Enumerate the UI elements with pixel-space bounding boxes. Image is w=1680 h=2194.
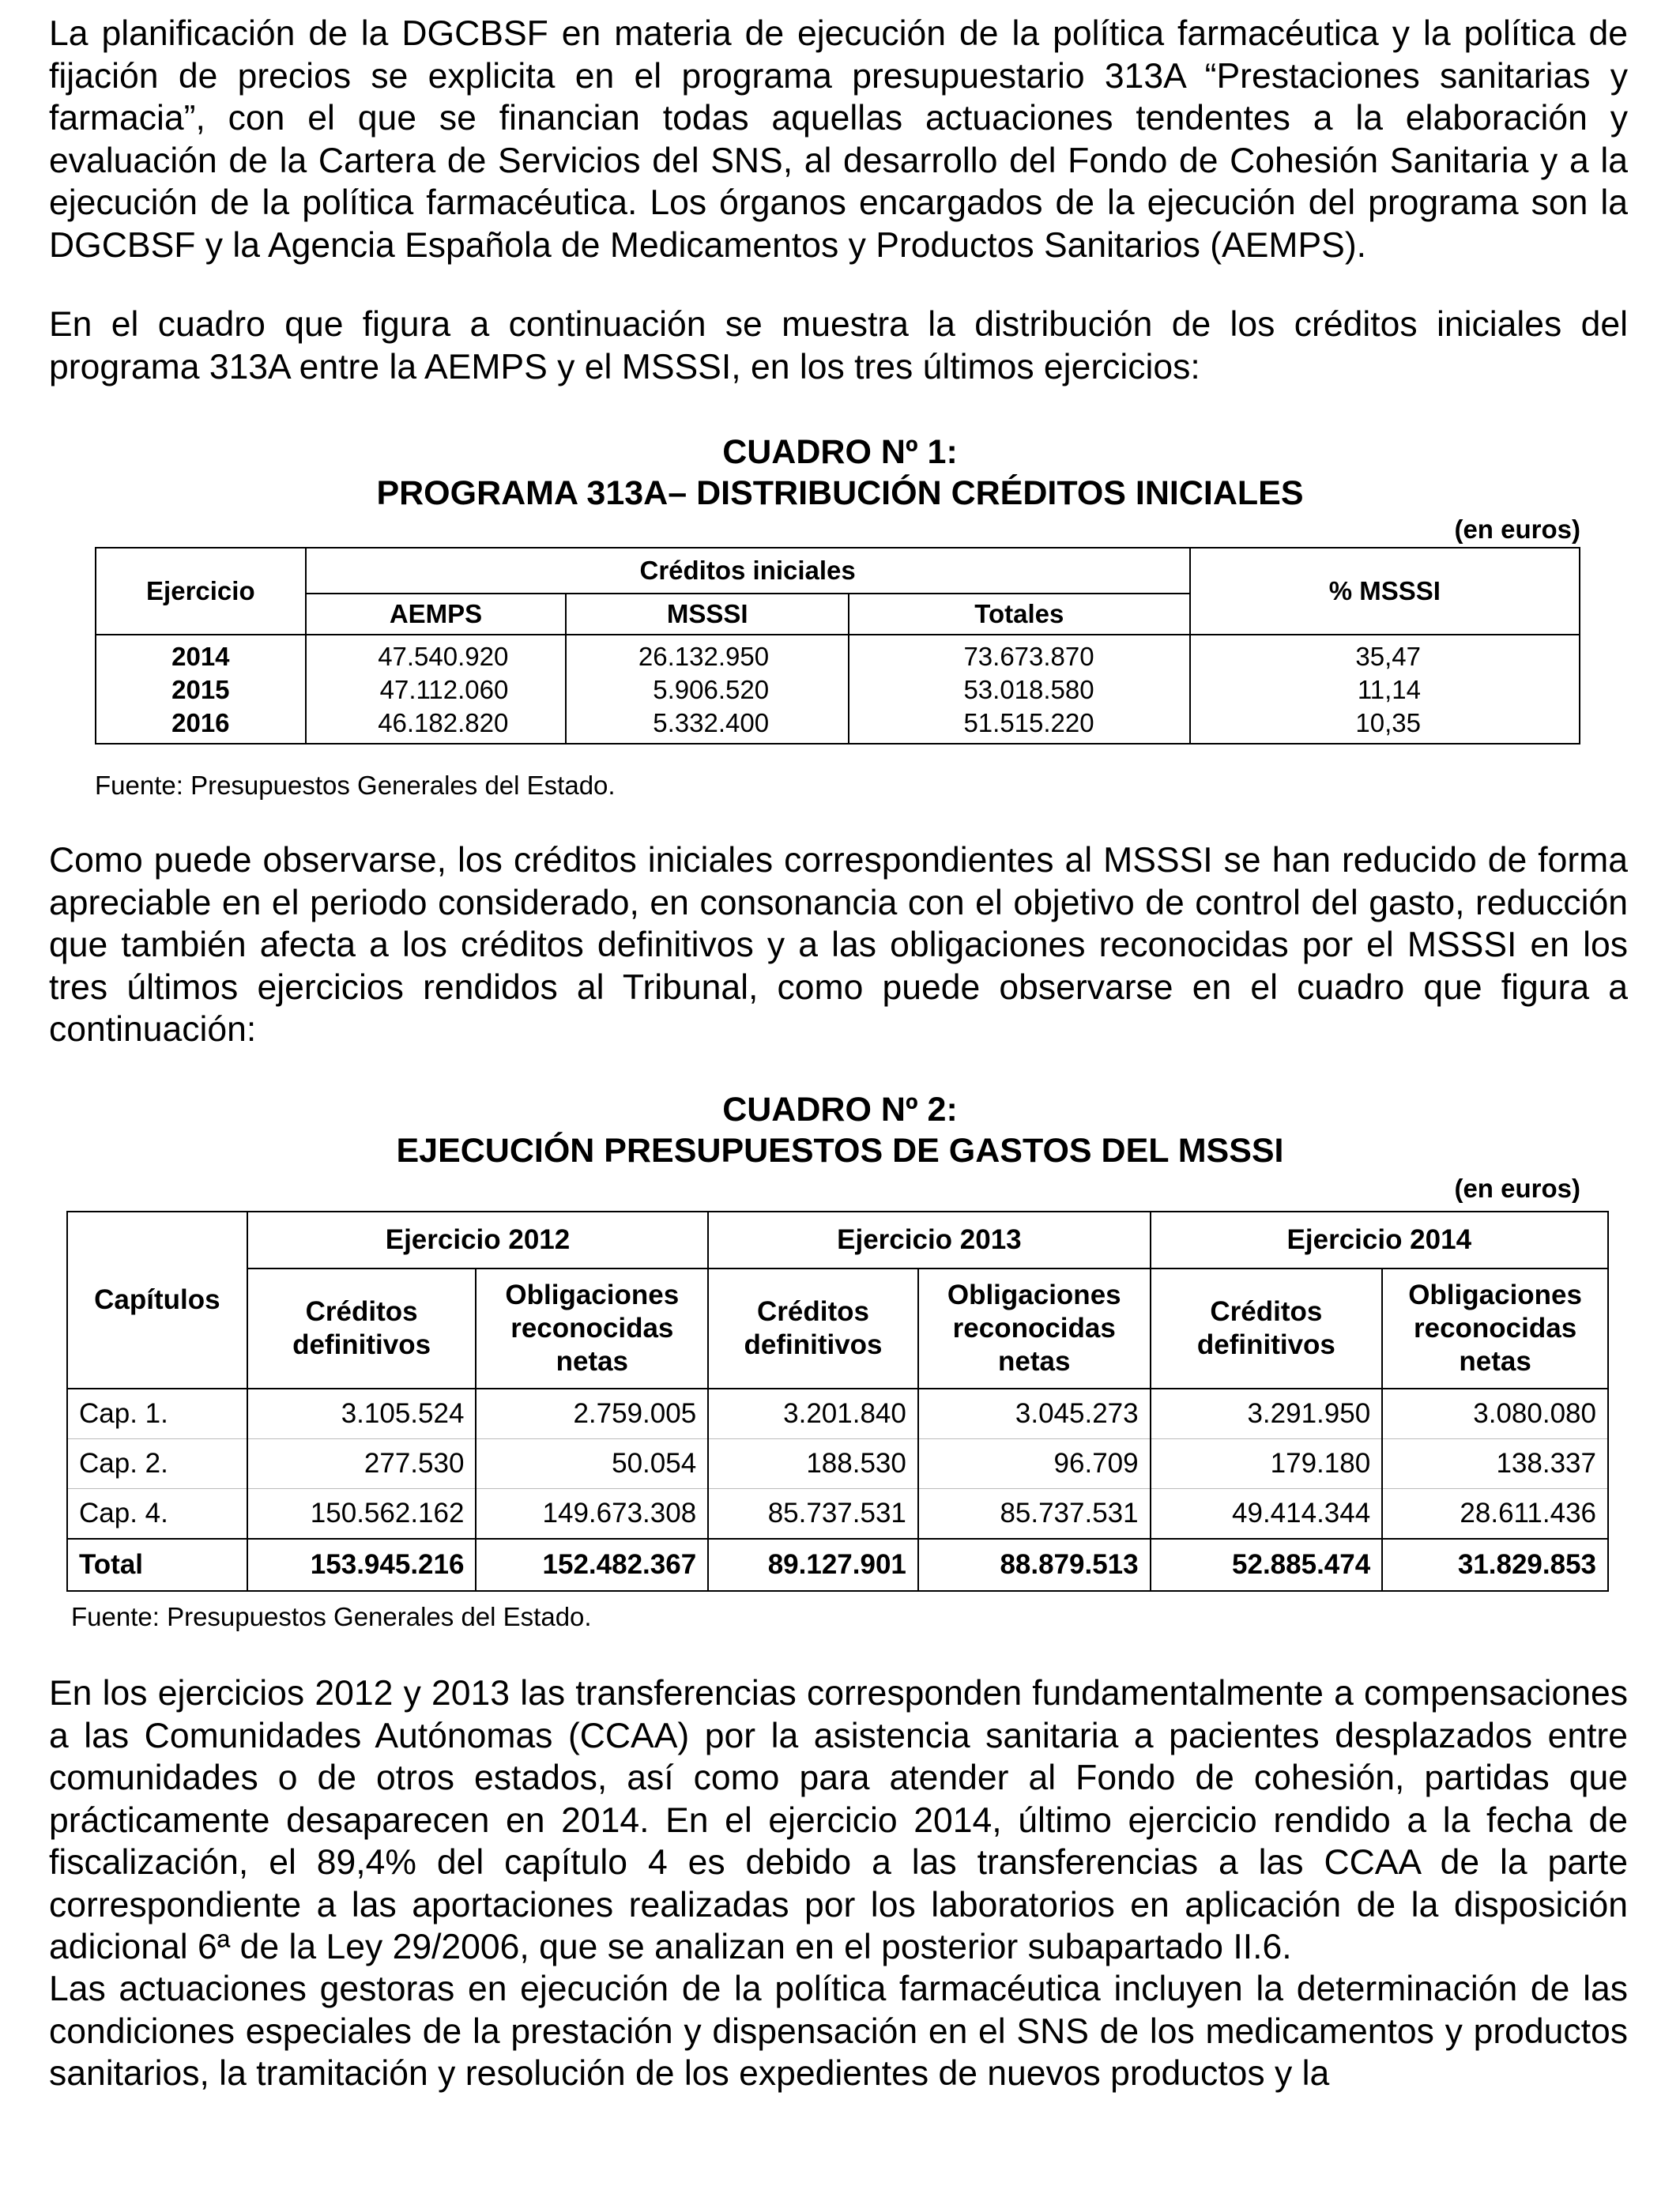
table2-chapter: Total xyxy=(67,1539,247,1591)
table2-value: 149.673.308 xyxy=(476,1489,708,1540)
table2-header-creditos: Créditos definitivos xyxy=(247,1269,477,1389)
table-row-total xyxy=(67,1539,1608,1591)
table2-header-obligaciones: Obligaciones reconocidas netas xyxy=(476,1269,708,1389)
table2-value: 2.759.005 xyxy=(476,1389,708,1439)
table2-header-obligaciones: Obligaciones reconocidas netas xyxy=(1382,1269,1608,1389)
table-row xyxy=(96,673,1580,707)
table1-title-line1: CUADRO Nº 1: xyxy=(722,433,958,471)
table2-title-line2: EJECUCIÓN PRESUPUESTOS DE GASTOS DEL MSSSI xyxy=(396,1132,1284,1170)
paragraph-2: En el cuadro que figura a continuación se muestra la distribución de los créditos iniciales del programa 313A entre la AEMPS y el MSSSI, en los tres últimos ejercicios: xyxy=(49,305,1628,386)
table2-value: 277.530 xyxy=(247,1439,477,1489)
table1-totales: 73.673.870 xyxy=(849,635,1190,673)
table1-header-pct: % MSSSI xyxy=(1190,548,1580,635)
table2-value: 150.562.162 xyxy=(247,1489,477,1540)
table2-header-creditos: Créditos definitivos xyxy=(708,1269,918,1389)
table2-value: 28.611.436 xyxy=(1382,1489,1608,1540)
table2-value: 89.127.901 xyxy=(708,1539,918,1591)
table2-header-ej2012: Ejercicio 2012 xyxy=(247,1212,708,1269)
table2-value: 50.054 xyxy=(476,1439,708,1489)
table1-msssi: 26.132.950 xyxy=(566,635,849,673)
table1-aemps: 46.182.820 xyxy=(306,707,567,744)
table2-chapter: Cap. 2. xyxy=(67,1439,247,1489)
table2-value: 49.414.344 xyxy=(1151,1489,1383,1540)
table2-header-creditos: Créditos definitivos xyxy=(1151,1269,1383,1389)
table1-year: 2015 xyxy=(96,673,306,707)
table2-value: 31.829.853 xyxy=(1382,1539,1608,1591)
table-row xyxy=(67,1439,1608,1489)
table2-value: 3.045.273 xyxy=(918,1389,1151,1439)
table1-header-totales: Totales xyxy=(849,594,1190,635)
table1-msssi: 5.906.520 xyxy=(566,673,849,707)
table2-value: 179.180 xyxy=(1151,1439,1383,1489)
table1-pct: 35,47 xyxy=(1190,635,1580,673)
table-row xyxy=(67,1389,1608,1439)
paragraph-4: En los ejercicios 2012 y 2013 las transferencias corresponden fundamentalmente a compensaciones a las Comunidades Autónomas (CCAA) por la asistencia sanitaria a pacientes desplazados entre comunidades o de otros estados, así como para atender al Fondo de cohesión, partidas que prácticamente desaparecen en 2014. En el ejercicio 2014, último ejercicio rendido a la fecha de fiscalización, el 89,4% del capítulo 4 es debido a las transferencias a las CCAA de la parte correspondiente a las aportaciones realizadas por los laboratorios en aplicación de la disposición adicional 6ª de la Ley 29/2006, que se analizan en el posterior subapartado II.6. xyxy=(49,1674,1628,1966)
table1-aemps: 47.540.920 xyxy=(306,635,567,673)
table1-title-line2: PROGRAMA 313A– DISTRIBUCIÓN CRÉDITOS INICIALES xyxy=(376,474,1304,512)
table2 xyxy=(66,1211,1609,1592)
table2-chapter: Cap. 1. xyxy=(67,1389,247,1439)
table2-header-ej2013: Ejercicio 2013 xyxy=(708,1212,1150,1269)
table1-msssi: 5.332.400 xyxy=(566,707,849,744)
table2-value: 96.709 xyxy=(918,1439,1151,1489)
table2-title-line1: CUADRO Nº 2: xyxy=(722,1091,958,1129)
table2-value: 138.337 xyxy=(1382,1439,1608,1489)
table1-header-creditos: Créditos iniciales xyxy=(306,548,1190,594)
table2-value: 3.291.950 xyxy=(1151,1389,1383,1439)
table1-pct: 11,14 xyxy=(1190,673,1580,707)
paragraph-3: Como puede observarse, los créditos iniciales correspondientes al MSSSI se han reducido de forma apreciable en el periodo considerado, en consonancia con el objetivo de control del gasto, reducción que también afecta a los créditos definitivos y a las obligaciones reconocidas por el MSSSI en los tres últimos ejercicios rendidos al Tribunal, como puede observarse en el cuadro que figura a continuación: xyxy=(49,841,1628,1049)
table2-value: 52.885.474 xyxy=(1151,1539,1383,1591)
table1-pct: 10,35 xyxy=(1190,707,1580,744)
table-row xyxy=(96,707,1580,744)
table1-unit: (en euros) xyxy=(1454,515,1580,544)
table2-value: 85.737.531 xyxy=(708,1489,918,1540)
paragraph-5: Las actuaciones gestoras en ejecución de la política farmacéutica incluyen la determinación de las condiciones especiales de la prestación y dispensación en el SNS de los medicamentos y productos sanitarios, la tramitación y resolución de los expedientes de nuevos productos y la xyxy=(49,1970,1628,2093)
table1-aemps: 47.112.060 xyxy=(306,673,567,707)
table2-header-obligaciones: Obligaciones reconocidas netas xyxy=(918,1269,1151,1389)
table2-value: 153.945.216 xyxy=(247,1539,477,1591)
table1-header-ejercicio: Ejercicio xyxy=(96,548,306,635)
table1-year: 2016 xyxy=(96,707,306,744)
table2-value: 152.482.367 xyxy=(476,1539,708,1591)
table2-value: 3.080.080 xyxy=(1382,1389,1608,1439)
table2-value: 188.530 xyxy=(708,1439,918,1489)
table1-totales: 51.515.220 xyxy=(849,707,1190,744)
table2-header-capitulos: Capítulos xyxy=(67,1212,247,1389)
paragraph-1: La planificación de la DGCBSF en materia de ejecución de la política farmacéutica y la política de fijación de precios se explicita en el programa presupuestario 313A “Prestaciones sanitarias y farmacia”, con el que se financian todas aquellas actuaciones tendentes a la elaboración y evaluación de la Cartera de Servicios del SNS, al desarrollo del Fondo de Cohesión Sanitaria y a la ejecución de la política farmacéutica. Los órganos encargados de la ejecución del programa son la DGCBSF y la Agencia Española de Medicamentos y Productos Sanitarios (AEMPS). xyxy=(49,14,1628,265)
table2-value: 85.737.531 xyxy=(918,1489,1151,1540)
table-row xyxy=(96,635,1580,673)
table2-header-ej2014: Ejercicio 2014 xyxy=(1151,1212,1608,1269)
table2-value: 3.201.840 xyxy=(708,1389,918,1439)
table1-year: 2014 xyxy=(96,635,306,673)
table2-unit: (en euros) xyxy=(1454,1174,1580,1203)
table1-source: Fuente: Presupuestos Generales del Estado. xyxy=(95,771,616,800)
table2-value: 3.105.524 xyxy=(247,1389,477,1439)
table-row xyxy=(67,1489,1608,1540)
table2-value: 88.879.513 xyxy=(918,1539,1151,1591)
table1-totales: 53.018.580 xyxy=(849,673,1190,707)
table1 xyxy=(95,547,1580,745)
table1-header-msssi: MSSSI xyxy=(566,594,849,635)
table1-header-aemps: AEMPS xyxy=(306,594,567,635)
table2-source: Fuente: Presupuestos Generales del Estado. xyxy=(71,1602,592,1631)
table2-chapter: Cap. 4. xyxy=(67,1489,247,1540)
